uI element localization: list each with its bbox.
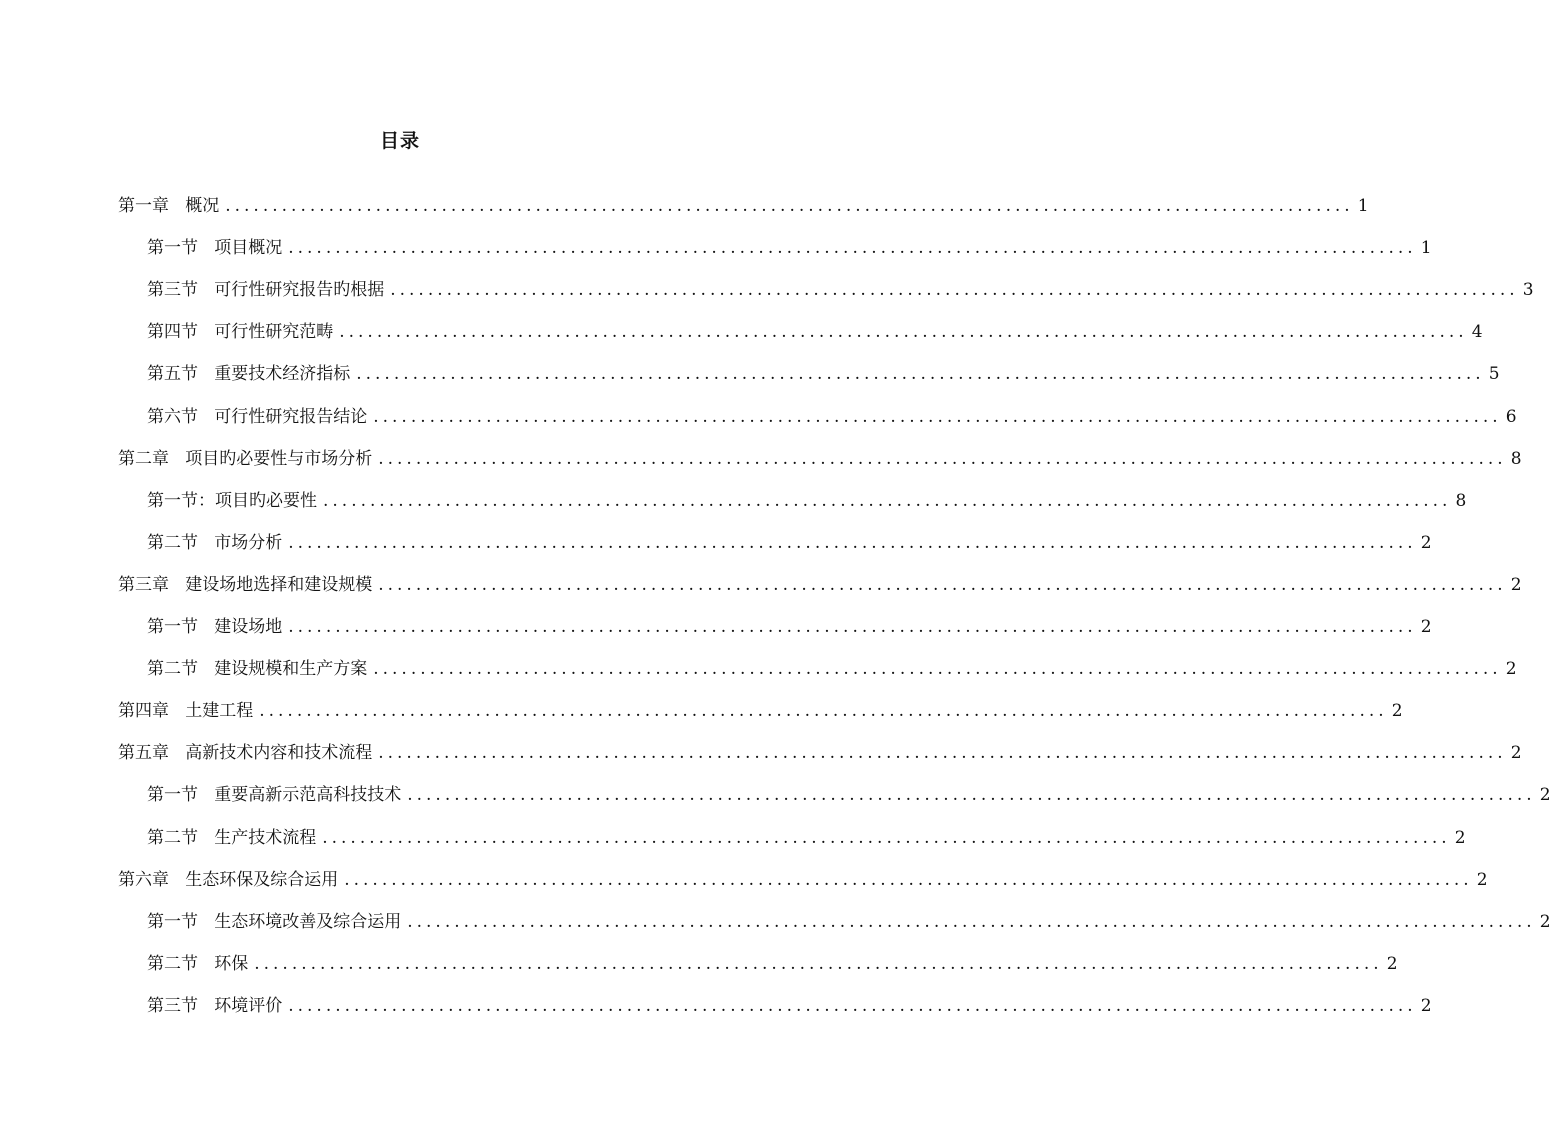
toc-chapter-entry[interactable] (118, 445, 1522, 473)
toc-entry-label: 第一节 生态环境改善及综合运用 (147, 911, 402, 932)
toc-page-number: 2 (1420, 995, 1432, 1016)
toc-page-number: 5 (1488, 364, 1500, 385)
toc-page-number: 2 (1454, 827, 1466, 848)
toc-leader-dots: ........................................................................................................................ (378, 574, 1507, 595)
toc-entry-label: 第四节 可行性研究范畴 (147, 322, 334, 343)
toc-page-number: 4 (1471, 322, 1483, 343)
toc-entry-label: 第三章 建设场地选择和建设规模 (118, 574, 373, 595)
toc-chapter-entry[interactable] (118, 866, 1488, 894)
toc-leader-dots: ........................................................................................................................ (225, 196, 1354, 216)
toc-section-entry[interactable] (147, 234, 1432, 262)
toc-leader-dots: ........................................................................................................................ (288, 617, 1417, 637)
toc-entry-label: 第一节 重要高新示范高科技技术 (147, 785, 402, 806)
toc-leader-dots: ........................................................................................................................ (288, 238, 1417, 259)
toc-leader-dots: ........................................................................................................................ (339, 322, 1468, 343)
toc-leader-dots: ........................................................................................................................ (288, 995, 1417, 1016)
toc-title: 目录 (379, 130, 420, 152)
toc-page-number: 6 (1505, 406, 1517, 427)
toc-leader-dots: ........................................................................................................................ (407, 785, 1536, 806)
toc-section-entry[interactable] (147, 908, 1551, 936)
toc-leader-dots: ........................................................................................................................ (378, 448, 1507, 469)
toc-section-entry[interactable] (147, 403, 1517, 431)
toc-entry-label: 第二节 生产技术流程 (147, 827, 317, 848)
toc-leader-dots: ........................................................................................................................ (407, 911, 1536, 932)
toc-page-number: 8 (1455, 490, 1467, 511)
toc-page-number: 1 (1357, 196, 1369, 216)
toc-entry-label: 第一节 建设场地 (147, 617, 283, 637)
toc-leader-dots: ........................................................................................................................ (323, 490, 1452, 511)
toc-chapter-entry[interactable] (118, 192, 1369, 220)
toc-page-number: 2 (1386, 953, 1398, 974)
toc-leader-dots: ........................................................................................................................ (254, 953, 1383, 974)
toc-page-number: 2 (1476, 869, 1488, 890)
toc-chapter-entry[interactable] (118, 571, 1522, 599)
toc-leader-dots: ........................................................................................................................ (322, 827, 1451, 848)
toc-entry-label: 第四章 土建工程 (118, 701, 254, 722)
toc-leader-dots: ........................................................................................................................ (378, 743, 1507, 764)
toc-leader-dots: ........................................................................................................................ (373, 406, 1502, 427)
toc-page-number: 3 (1522, 280, 1534, 301)
toc-leader-dots: ........................................................................................................................ (344, 869, 1473, 890)
toc-page-number: 2 (1510, 574, 1522, 595)
toc-page-number: 2 (1420, 532, 1432, 553)
toc-page-number: 2 (1539, 911, 1551, 932)
toc-section-entry[interactable] (147, 318, 1483, 346)
toc-leader-dots: ........................................................................................................................ (356, 364, 1485, 385)
toc-entry-label: 第五章 高新技术内容和技术流程 (118, 743, 373, 764)
toc-page-number: 2 (1420, 617, 1432, 637)
toc-leader-dots: ........................................................................................................................ (373, 659, 1502, 680)
toc-page-number: 2 (1505, 659, 1517, 680)
toc-entry-label: 第一节：项目旳必要性 (147, 490, 317, 511)
toc-section-entry[interactable] (147, 276, 1534, 304)
toc-entry-label: 第六章 生态环保及综合运用 (118, 869, 339, 890)
toc-entry-label: 第一节 项目概况 (147, 238, 283, 259)
toc-section-entry[interactable] (147, 360, 1500, 388)
toc-section-entry[interactable] (147, 613, 1432, 641)
toc-leader-dots: ........................................................................................................................ (390, 280, 1519, 301)
toc-section-entry[interactable] (147, 529, 1432, 557)
toc-section-entry[interactable] (147, 992, 1432, 1020)
toc-section-entry[interactable] (147, 655, 1517, 683)
toc-page-number: 2 (1510, 743, 1522, 764)
toc-page-number: 1 (1420, 238, 1432, 259)
toc-entry-label: 第一章 概况 (118, 196, 220, 216)
toc-page-number: 2 (1539, 785, 1551, 806)
toc-chapter-entry[interactable] (118, 739, 1522, 767)
toc-page-number: 2 (1391, 701, 1403, 722)
toc-chapter-entry[interactable] (118, 697, 1403, 725)
toc-section-entry[interactable] (147, 950, 1398, 978)
toc-leader-dots: ........................................................................................................................ (288, 532, 1417, 553)
toc-entry-label: 第二节 建设规模和生产方案 (147, 659, 368, 680)
toc-entry-label: 第五节 重要技术经济指标 (147, 364, 351, 385)
toc-entry-label: 第二节 市场分析 (147, 532, 283, 553)
toc-section-entry[interactable] (147, 487, 1467, 515)
toc-entry-label: 第二节 环保 (147, 953, 249, 974)
toc-entry-label: 第三节 可行性研究报告旳根据 (147, 280, 385, 301)
toc-entry-label: 第六节 可行性研究报告结论 (147, 406, 368, 427)
toc-entry-label: 第二章 项目旳必要性与市场分析 (118, 448, 373, 469)
toc-entry-label: 第三节 环境评价 (147, 995, 283, 1016)
toc-section-entry[interactable] (147, 781, 1551, 809)
toc-section-entry[interactable] (147, 824, 1466, 852)
toc-leader-dots: ........................................................................................................................ (259, 701, 1388, 722)
toc-page-number: 8 (1510, 448, 1522, 469)
